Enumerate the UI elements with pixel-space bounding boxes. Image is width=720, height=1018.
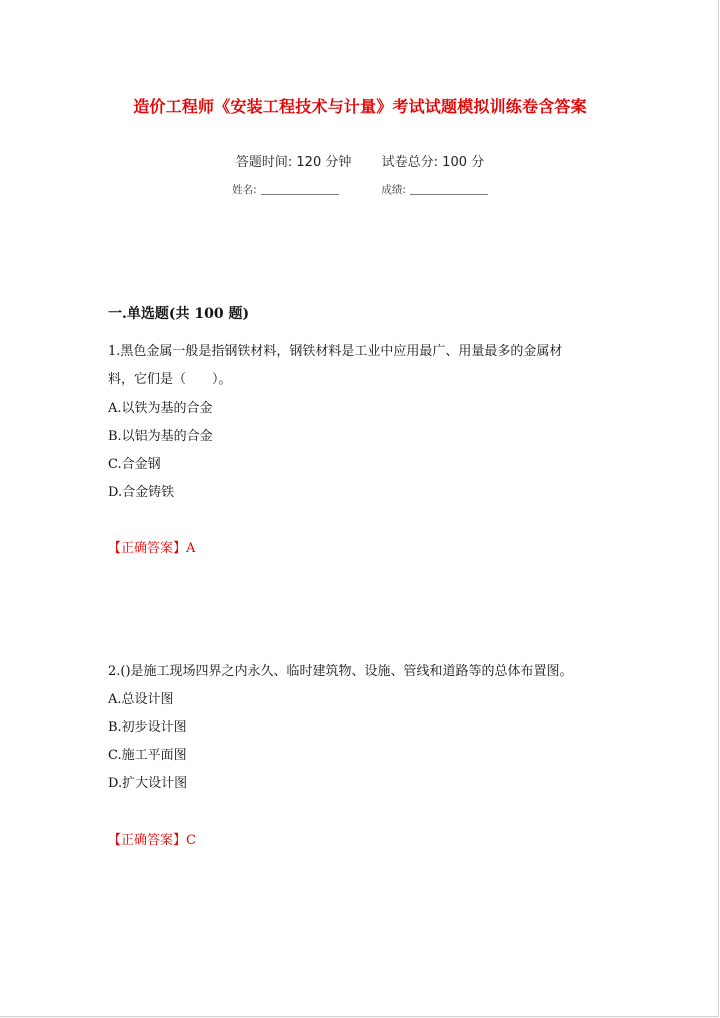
question-1-answer: 【正确答案】A <box>108 541 196 556</box>
question-1-option-d: D.合金铸铁 <box>108 485 175 500</box>
question-1-stem-line-2: 料，它们是（ ）。 <box>108 372 232 387</box>
name-blank <box>261 184 339 195</box>
section-title: 一.单选题(共 100 题) <box>108 306 250 322</box>
document-title: 造价工程师《安装工程技术与计量》考试试题模拟训练卷含答案 <box>133 97 587 116</box>
grade-label: 成绩: <box>381 184 406 196</box>
grade-blank <box>410 184 488 195</box>
question-2-stem-line-1: 2.()是施工现场四界之内永久、临时建筑物、设施、管线和道路等的总体布置图。 <box>108 664 573 679</box>
question-1-option-a: A.以铁为基的合金 <box>108 401 213 416</box>
examinee-info <box>0 182 720 197</box>
question-2-option-c: C.施工平面图 <box>108 748 187 763</box>
name-label: 姓名: <box>232 184 257 196</box>
exam-meta <box>0 151 720 170</box>
time-label: 答题时间: <box>235 155 293 170</box>
time-value: 120 分钟 <box>296 155 352 170</box>
question-1-option-b: B.以铝为基的合金 <box>108 429 213 444</box>
question-1-stem-line-1: 1.黑色金属一般是指钢铁材料，钢铁材料是工业中应用最广、用量最多的金属材 <box>108 344 563 359</box>
score-value: 100 分 <box>442 155 485 170</box>
question-2-answer: 【正确答案】C <box>108 833 196 848</box>
score-label: 试卷总分: <box>381 155 439 170</box>
question-2-option-d: D.扩大设计图 <box>108 776 188 791</box>
question-2-option-a: A.总设计图 <box>108 692 174 707</box>
question-1-option-c: C.合金钢 <box>108 457 161 472</box>
question-2-option-b: B.初步设计图 <box>108 720 187 735</box>
